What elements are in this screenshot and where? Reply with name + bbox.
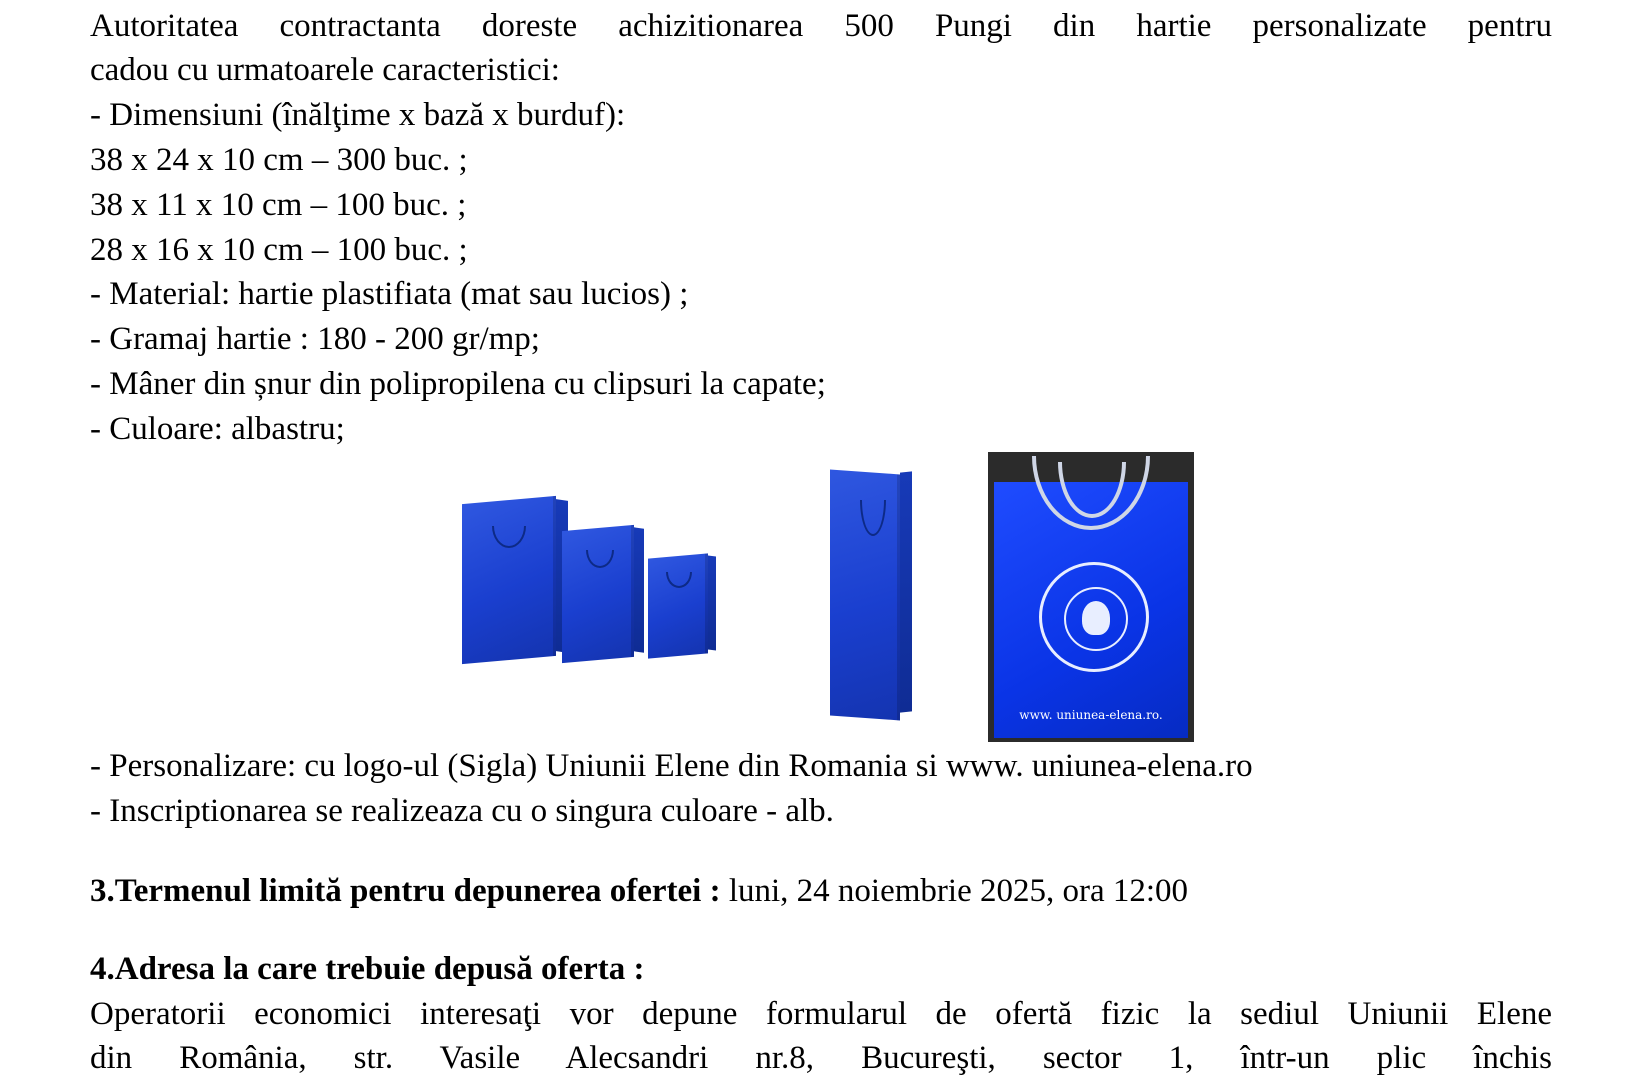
gramaj-line: - Gramaj hartie : 180 - 200 gr/mp; — [90, 321, 540, 357]
deadline-line — [90, 869, 1188, 913]
intro-line-1: Autoritatea contractanta doreste achizitionarea 500 Pungi din hartie personalizate pentru — [90, 8, 1552, 44]
printed-bag — [994, 482, 1188, 738]
printed-bag-url: www. uniunea-elena.ro. — [1019, 708, 1163, 722]
printed-bag-photo — [988, 452, 1194, 742]
personalization-line-2: - Inscriptionarea se realizeaza cu o singura culoare - alb. — [90, 793, 834, 829]
dimensions-label: - Dimensiuni (înălţime x bază x burduf): — [90, 97, 626, 133]
address-line-2: din România, str. Vasile Alecsandri nr.8, Bucureşti, sector 1, într-un plic închis — [90, 1040, 1552, 1076]
deadline-value: luni, 24 noiembrie 2025, ora 12:00 — [720, 873, 1189, 909]
material-line: - Material: hartie plastifiata (mat sau lucios) ; — [90, 276, 689, 312]
size-item-2: 38 x 11 x 10 cm – 100 buc. ; — [90, 187, 467, 223]
culoare-line: - Culoare: albastru; — [90, 411, 345, 447]
uniunea-elena-logo-icon — [1039, 562, 1149, 672]
address-heading: 4.Adresa la care trebuie depusă oferta : — [90, 951, 645, 987]
maner-line: - Mâner din șnur din polipropilena cu clipsuri la capate; — [90, 366, 826, 402]
size-item-3: 28 x 16 x 10 cm – 100 buc. ; — [90, 232, 468, 268]
deadline-label: 3.Termenul limită pentru depunerea ofertei : — [90, 873, 721, 909]
personalization-line-1: - Personalizare: cu logo-ul (Sigla) Uniunii Elene din Romania si www. uniunea-elena.ro — [90, 748, 1253, 784]
intro-line-2: cadou cu urmatoarele caracteristici: — [90, 52, 560, 88]
address-line-1: Operatorii economici interesaţi vor depune formularul de ofertă fizic la sediul Uniunii Elene — [90, 996, 1552, 1032]
size-item-1: 38 x 24 x 10 cm – 300 buc. ; — [90, 142, 468, 178]
